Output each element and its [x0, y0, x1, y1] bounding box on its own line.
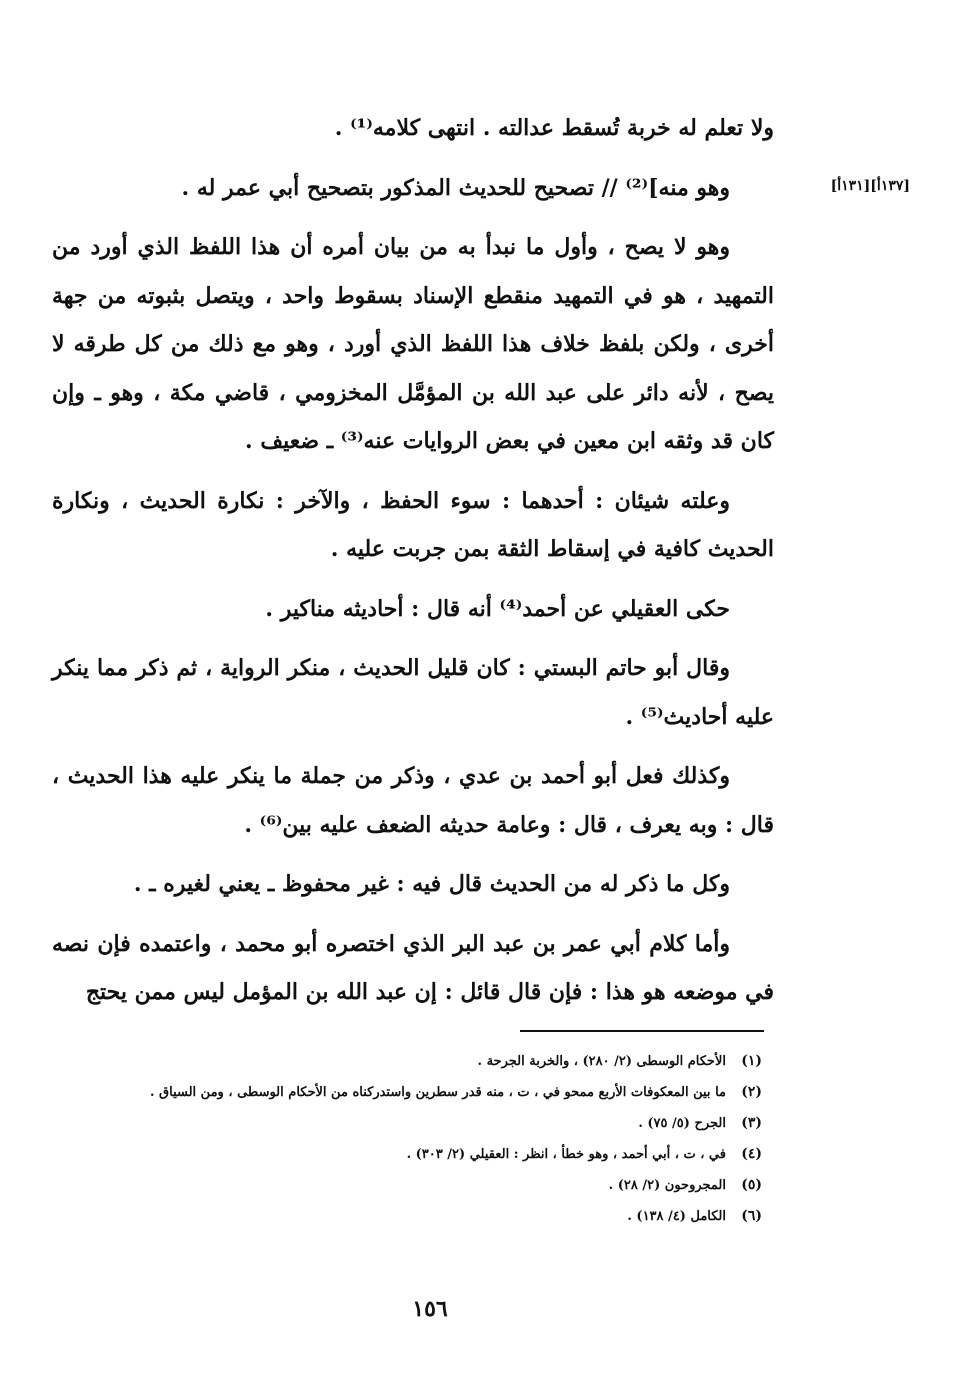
paragraph-9: وأما كلام أبي عمر بن عبد البر الذي اختصره أبو محمد ، واعتمده فإن نصه في موضعه هو هذا : فإن قال قائل : إن عبد الله بن المؤمل ليس ممن يحتج	[52, 930, 774, 1005]
footnote-text: في ، ت ، أبي أحمد ، وهو خطأ ، انظر : العقيلي (٢/ ٣٠٣) .	[406, 1147, 726, 1162]
footnote-number: (٦)	[741, 1208, 762, 1224]
footnote-text: المجروحون (٢/ ٢٨) .	[608, 1178, 726, 1193]
footnote-number: (٤)	[741, 1146, 762, 1162]
manuscript-folio-reference: [١٣٧أ][١٣١أ]	[830, 178, 910, 194]
footnote-number: (٣)	[741, 1115, 762, 1131]
page-number: ١٥٦	[412, 1296, 448, 1322]
paragraph-2: وهو منه]⁽²⁾ // تصحيح للحديث المذكور بتصحيح أبي عمر له .	[181, 174, 730, 201]
footnote-number: (٥)	[741, 1177, 762, 1193]
footnote-text: الأحكام الوسطى (٢/ ٢٨٠) ، والخربة الجرحة .	[477, 1054, 726, 1069]
footnote-5	[70, 1170, 762, 1201]
paragraph-5: حكى العقيلي عن أحمد⁽⁴⁾ أنه قال : أحاديثه مناكير .	[265, 595, 730, 622]
footnote-1	[70, 1046, 762, 1077]
footnote-number: (١)	[741, 1053, 762, 1069]
footnote-divider	[520, 1030, 764, 1032]
main-text	[52, 104, 774, 1028]
footnote-3	[70, 1108, 762, 1139]
footnote-text: الكامل (٤/ ١٣٨) .	[627, 1209, 726, 1224]
footnote-6	[70, 1201, 762, 1232]
footnote-4	[70, 1139, 762, 1170]
footnote-number: (٢)	[741, 1084, 762, 1100]
footnote-2	[70, 1077, 762, 1108]
footnotes	[70, 1046, 762, 1232]
paragraph-1: ولا تعلم له خربة تُسقط عدالته . انتهى كلامه⁽¹⁾ .	[334, 115, 774, 141]
paragraph-7: وكذلك فعل أبو أحمد بن عدي ، وذكر من جملة ما ينكر عليه هذا الحديث ، قال : وبه يعرف ، قال : وعامة حديثه الضعف عليه بين⁽⁶⁾ .	[52, 763, 774, 838]
paragraph-4: وعلته شيئان : أحدهما : سوء الحفظ ، والآخر : نكارة الحديث ، ونكارة الحديث كافية في إسقاط الثقة بمن جربت عليه .	[52, 487, 774, 562]
paragraph-8: وكل ما ذكر له من الحديث قال فيه : غير محفوظ ـ يعني لغيره ـ .	[133, 871, 730, 897]
footnote-text: ما بين المعكوفات الأربع ممحو في ، ت ، منه قدر سطرين واستدركناه من الأحكام الوسطى ، ومن السياق .	[149, 1085, 726, 1100]
footnote-text: الجرح (٥/ ٧٥) .	[638, 1116, 726, 1131]
paragraph-6: وقال أبو حاتم البستي : كان قليل الحديث ، منكر الرواية ، ثم ذكر مما ينكر عليه أحاديث⁽⁵⁾ .	[52, 655, 774, 730]
paragraph-3: وهو لا يصح ، وأول ما نبدأ به من بيان أمره أن هذا اللفظ الذي أورد من التمهيد ، هو في التمهيد منقطع الإسناد بسقوط واحد ، ويتصل بثبوته من جهة أخرى ، ولكن بلفظ خلاف هذا اللفظ الذي أورد ، وهو مع ذلك من كل طرقه لا يصح ، لأنه دائر على عبد الله بن المؤمَّل المخزومي ، قاضي مكة ، وهو ـ وإن كان قد وثقه ابن معين في بعض الروايات عنه⁽³⁾ ـ ضعيف .	[52, 234, 774, 454]
